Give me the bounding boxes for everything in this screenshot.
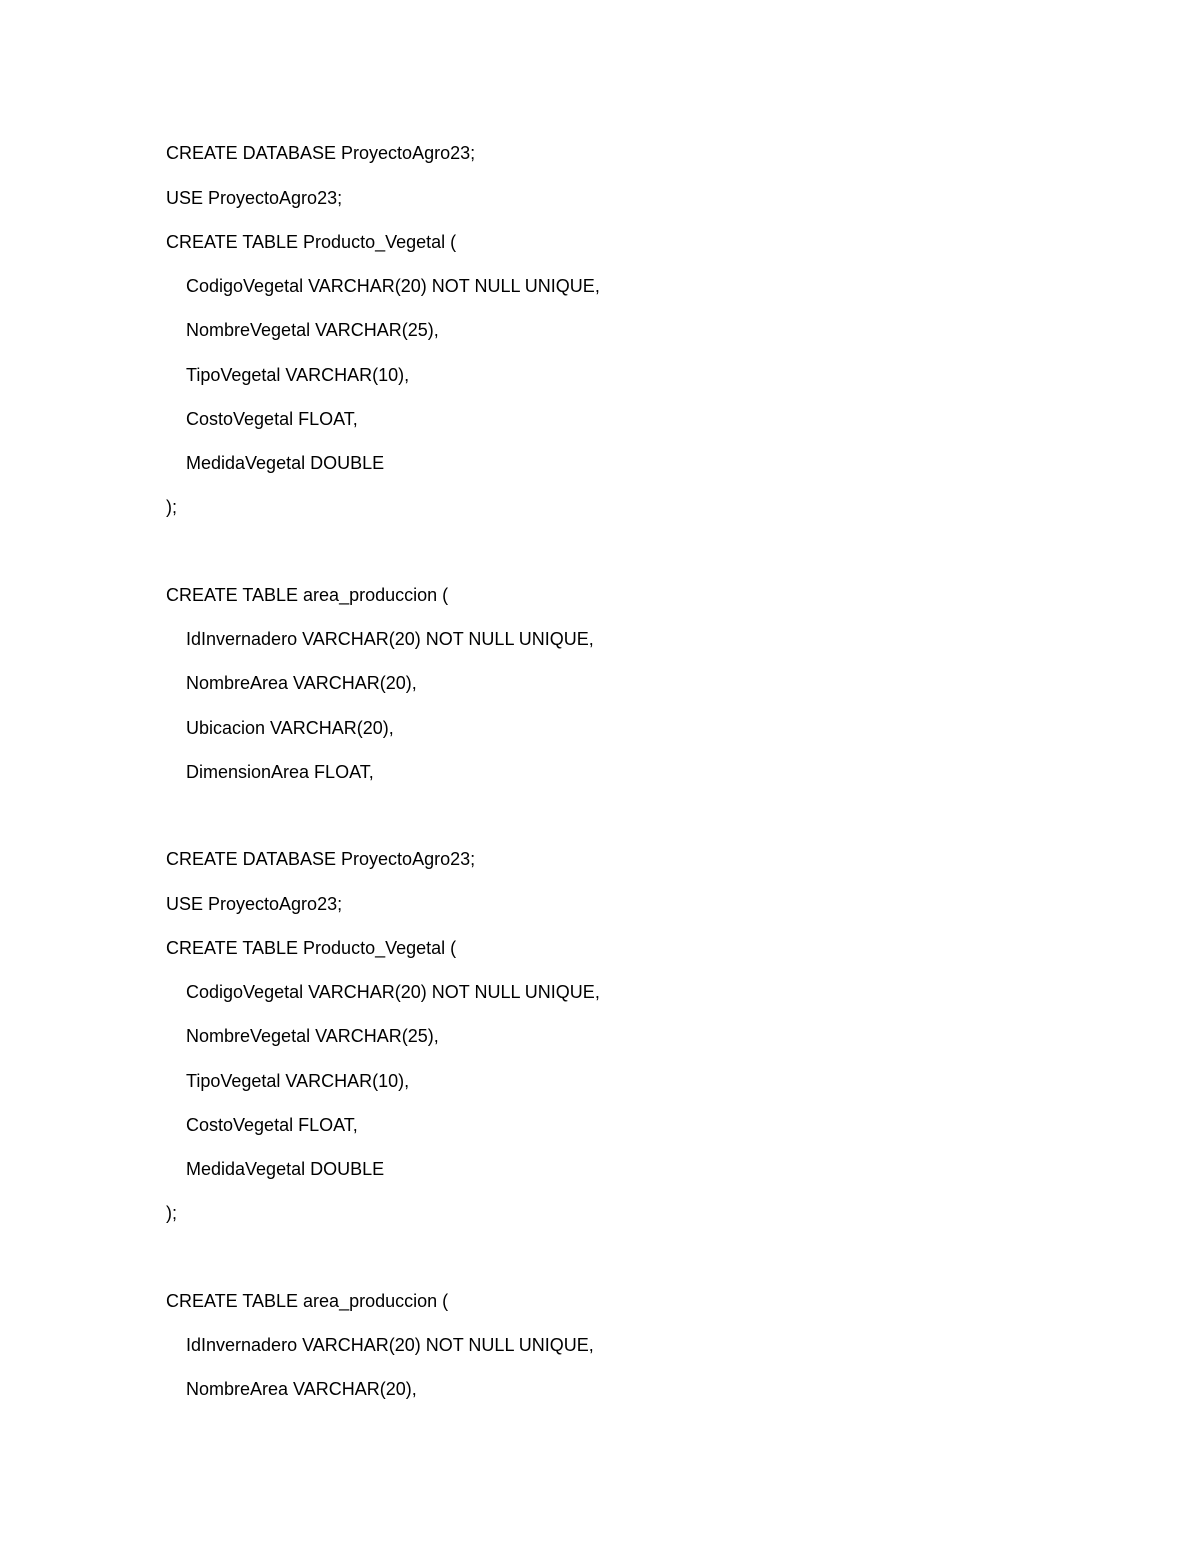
code-line: NombreArea VARCHAR(20), bbox=[186, 673, 417, 693]
code-line: USE ProyectoAgro23; bbox=[166, 188, 343, 208]
code-line: Ubicacion VARCHAR(20), bbox=[186, 718, 394, 738]
code-line: IdInvernadero VARCHAR(20) NOT NULL UNIQUE, bbox=[186, 1335, 594, 1355]
code-line: TipoVegetal VARCHAR(10), bbox=[186, 365, 410, 385]
code-line: NombreArea VARCHAR(20), bbox=[186, 1379, 417, 1399]
code-line: CodigoVegetal VARCHAR(20) NOT NULL UNIQUE, bbox=[186, 276, 600, 296]
code-line: USE ProyectoAgro23; bbox=[166, 894, 343, 914]
code-line: CodigoVegetal VARCHAR(20) NOT NULL UNIQUE, bbox=[186, 982, 600, 1002]
code-line: CREATE TABLE Producto_Vegetal ( bbox=[166, 938, 457, 958]
code-line: CREATE DATABASE ProyectoAgro23; bbox=[166, 849, 476, 869]
code-line: CostoVegetal FLOAT, bbox=[186, 409, 358, 429]
code-line: CostoVegetal FLOAT, bbox=[186, 1115, 358, 1135]
code-line: IdInvernadero VARCHAR(20) NOT NULL UNIQUE, bbox=[186, 629, 594, 649]
code-line: MedidaVegetal DOUBLE bbox=[186, 453, 385, 473]
code-line: CREATE TABLE area_produccion ( bbox=[166, 1291, 449, 1311]
code-line: ); bbox=[166, 497, 177, 517]
code-line: NombreVegetal VARCHAR(25), bbox=[186, 320, 439, 340]
code-line: NombreVegetal VARCHAR(25), bbox=[186, 1026, 439, 1046]
code-line: CREATE TABLE Producto_Vegetal ( bbox=[166, 232, 457, 252]
code-line: MedidaVegetal DOUBLE bbox=[186, 1159, 385, 1179]
code-line: ); bbox=[166, 1203, 177, 1223]
code-line: CREATE TABLE area_produccion ( bbox=[166, 585, 449, 605]
code-line: TipoVegetal VARCHAR(10), bbox=[186, 1071, 410, 1091]
code-line: CREATE DATABASE ProyectoAgro23; bbox=[166, 143, 476, 163]
code-line: DimensionArea FLOAT, bbox=[186, 762, 374, 782]
